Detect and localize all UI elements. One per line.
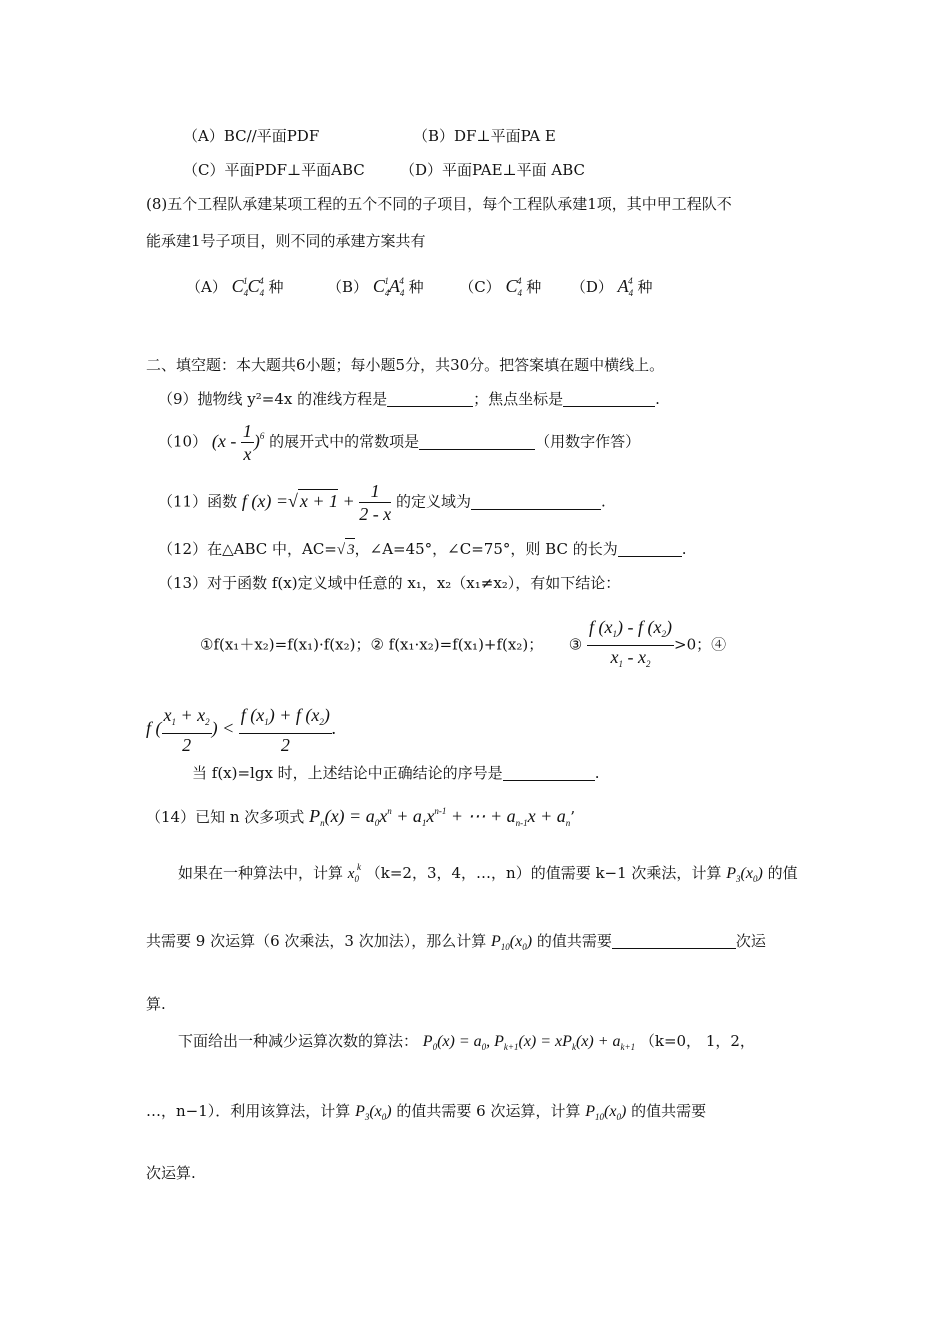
q9-text: （9）抛物线 y²=4x 的准线方程是 bbox=[158, 390, 388, 408]
q8-label-d: （D） bbox=[570, 278, 613, 296]
q11 bbox=[158, 480, 606, 530]
q13-marker-4: >0；④ bbox=[674, 635, 727, 654]
q13-conclusions bbox=[200, 616, 726, 670]
q13-line-1: （13）对于函数 f(x)定义域中任意的 x₁，x₂（x₁≠x₂），有如下结论： bbox=[158, 574, 621, 592]
q14-l3c: 次运 bbox=[735, 932, 766, 950]
q14-l2c: 的值 bbox=[767, 864, 798, 882]
q13-conclusion-1-2: ①f(x₁＋x₂)=f(x₁)·f(x₂)；② f(x₁·x₂)=f(x₁)+f(x₂)； bbox=[200, 635, 544, 654]
q14-line-4: 算. bbox=[146, 995, 166, 1013]
section-2-heading: 二、填空题：本大题共6小题；每小题5分，共30分。把答案填在题中横线上。 bbox=[146, 356, 665, 374]
q11-text: （11）函数 bbox=[158, 492, 238, 511]
q14-line-3: 共需要 9 次运算（6 次乘法，3 次加法），那么计算 $P_{10}(x_0)$ 的值共需要 次运 bbox=[146, 932, 766, 952]
q14-l5b: （k=0， 1，2， bbox=[639, 1032, 755, 1050]
q14-line-7: 次运算. bbox=[146, 1164, 196, 1182]
q8-unit-a: 种 bbox=[268, 278, 284, 296]
q8-unit-d: 种 bbox=[637, 278, 653, 296]
q10-text: 的展开式中的常数项是 bbox=[269, 432, 420, 451]
q7-option-a: （A）BC//平面PDF bbox=[183, 127, 320, 145]
q8-choices: （A） $C_4^1C_4^4$ 种 （B） $C_4^1A_4^4$ 种 （C） $C_4^4$ 种 （D） $A_4^4$ 种 bbox=[186, 276, 653, 298]
q14-l2b: （k=2，3，4，…，n）的值需要 k−1 次乘法，计算 bbox=[365, 864, 722, 882]
q10-expression: (x - $\frac{1}{x}$ )$^6$ bbox=[211, 421, 265, 464]
q14-l5a: 下面给出一种减少运算次数的算法： bbox=[178, 1032, 419, 1050]
q14-l3a: 共需要 9 次运算（6 次乘法，3 次加法），那么计算 bbox=[146, 932, 487, 950]
q13-conclusion-3: $\frac{f (x_1) - f (x_2)}{x_1 - x_2}$ bbox=[589, 617, 672, 669]
q7-option-d: （D）平面PAE⊥平面 ABC bbox=[400, 161, 586, 179]
q10 bbox=[158, 420, 640, 470]
q12-blank[interactable] bbox=[618, 540, 682, 557]
q12-text: （12）在△ABC 中，AC= bbox=[158, 540, 337, 558]
q10-blank[interactable] bbox=[419, 433, 535, 450]
q9-end: . bbox=[655, 390, 660, 408]
q14-text: （14）已知 n 次多项式 bbox=[146, 808, 305, 826]
q8-label-c: （C） bbox=[459, 278, 501, 296]
q13-end: . bbox=[594, 764, 600, 782]
q8-label-a: （A） bbox=[186, 278, 227, 296]
q10-end: （用数字作答） bbox=[535, 432, 641, 451]
q14-line-1: （14）已知 n 次多项式 $P_n(x) = a_0x^n + a_1x^{n-1}$ + ⋯ + $a_{n-1}x + a_n$’ bbox=[146, 806, 576, 828]
q14-line-5: 下面给出一种减少运算次数的算法： $P_0(x) = a_0$, $P_{k+1}(x) = xP_k(x) + a_{k+1}$ （k=0， 1，2， bbox=[178, 1032, 755, 1052]
q9-text-mid: ；焦点坐标是 bbox=[473, 390, 564, 408]
q8-line-1: (8)五个工程队承建某项工程的五个不同的子项目，每个工程队承建1项，其中甲工程队不 bbox=[146, 195, 732, 213]
q14-l6b: 的值共需要 6 次运算，计算 bbox=[396, 1102, 581, 1120]
q11-blank[interactable] bbox=[471, 493, 601, 510]
q13-marker-3: ③ bbox=[568, 635, 583, 654]
q13-question bbox=[192, 762, 599, 784]
q13-when-text: 当 f(x)=lgx 时，上述结论中正确结论的序号是 bbox=[192, 764, 503, 782]
q9-blank-1[interactable] bbox=[387, 390, 473, 407]
q12-text-mid: ，∠A=45°，∠C=75°，则 BC 的长为 bbox=[354, 540, 618, 558]
q9 bbox=[158, 388, 660, 410]
q14-l6c: 的值共需要 bbox=[631, 1102, 707, 1120]
q14-line-2: 如果在一种算法中，计算 $x_0^k$ （k=2，3，4，…，n）的值需要 k−1 次乘法，计算 $P_3(x_0)$ 的值 bbox=[178, 862, 798, 884]
q14-l3b: 的值共需要 bbox=[536, 932, 612, 950]
q11-text-mid: 的定义域为 bbox=[395, 492, 471, 511]
q13-conclusion-4: f ( $\frac{x_1 + x_2}{2}$ ) < $\frac{f (x_1) + f (x_2)}{2}$ . bbox=[146, 705, 337, 755]
q14-l6a: …，n−1）．利用该算法，计算 bbox=[146, 1102, 351, 1120]
q8-line-2: 能承建1号子项目，则不同的承建方案共有 bbox=[146, 232, 426, 250]
q10-label: （10） bbox=[158, 432, 208, 451]
q11-function: f (x) =√ x + 1 + $\frac{1}{2 - x}$ bbox=[241, 481, 392, 524]
q14-line-6: …，n−1）．利用该算法，计算 $P_3(x_0)$ 的值共需要 6 次运算，计算 $P_{10}(x_0)$ 的值共需要 bbox=[146, 1102, 707, 1122]
q12: （12）在△ABC 中，AC=√ 3，∠A=45°，∠C=75°，则 BC 的长为 . bbox=[158, 538, 686, 561]
q12-end: . bbox=[681, 540, 687, 558]
q8-unit-c: 种 bbox=[526, 278, 542, 296]
q14-l2a: 如果在一种算法中，计算 bbox=[178, 864, 344, 882]
q8-label-b: （B） bbox=[327, 278, 369, 296]
q7-option-c: （C）平面PDF⊥平面ABC bbox=[183, 161, 365, 179]
q8-unit-b: 种 bbox=[408, 278, 424, 296]
q7-option-b: （B）DF⊥平面PA E bbox=[413, 127, 556, 145]
q9-blank-2[interactable] bbox=[563, 390, 655, 407]
q11-end: . bbox=[600, 492, 606, 511]
q14-polynomial: $P_n(x) = a_0x^n + a_1x^{n-1}$ + ⋯ + $a_{n-1}x + a_n$ bbox=[309, 806, 571, 828]
q13-blank[interactable] bbox=[503, 764, 595, 781]
q14-blank-1[interactable] bbox=[612, 932, 736, 949]
